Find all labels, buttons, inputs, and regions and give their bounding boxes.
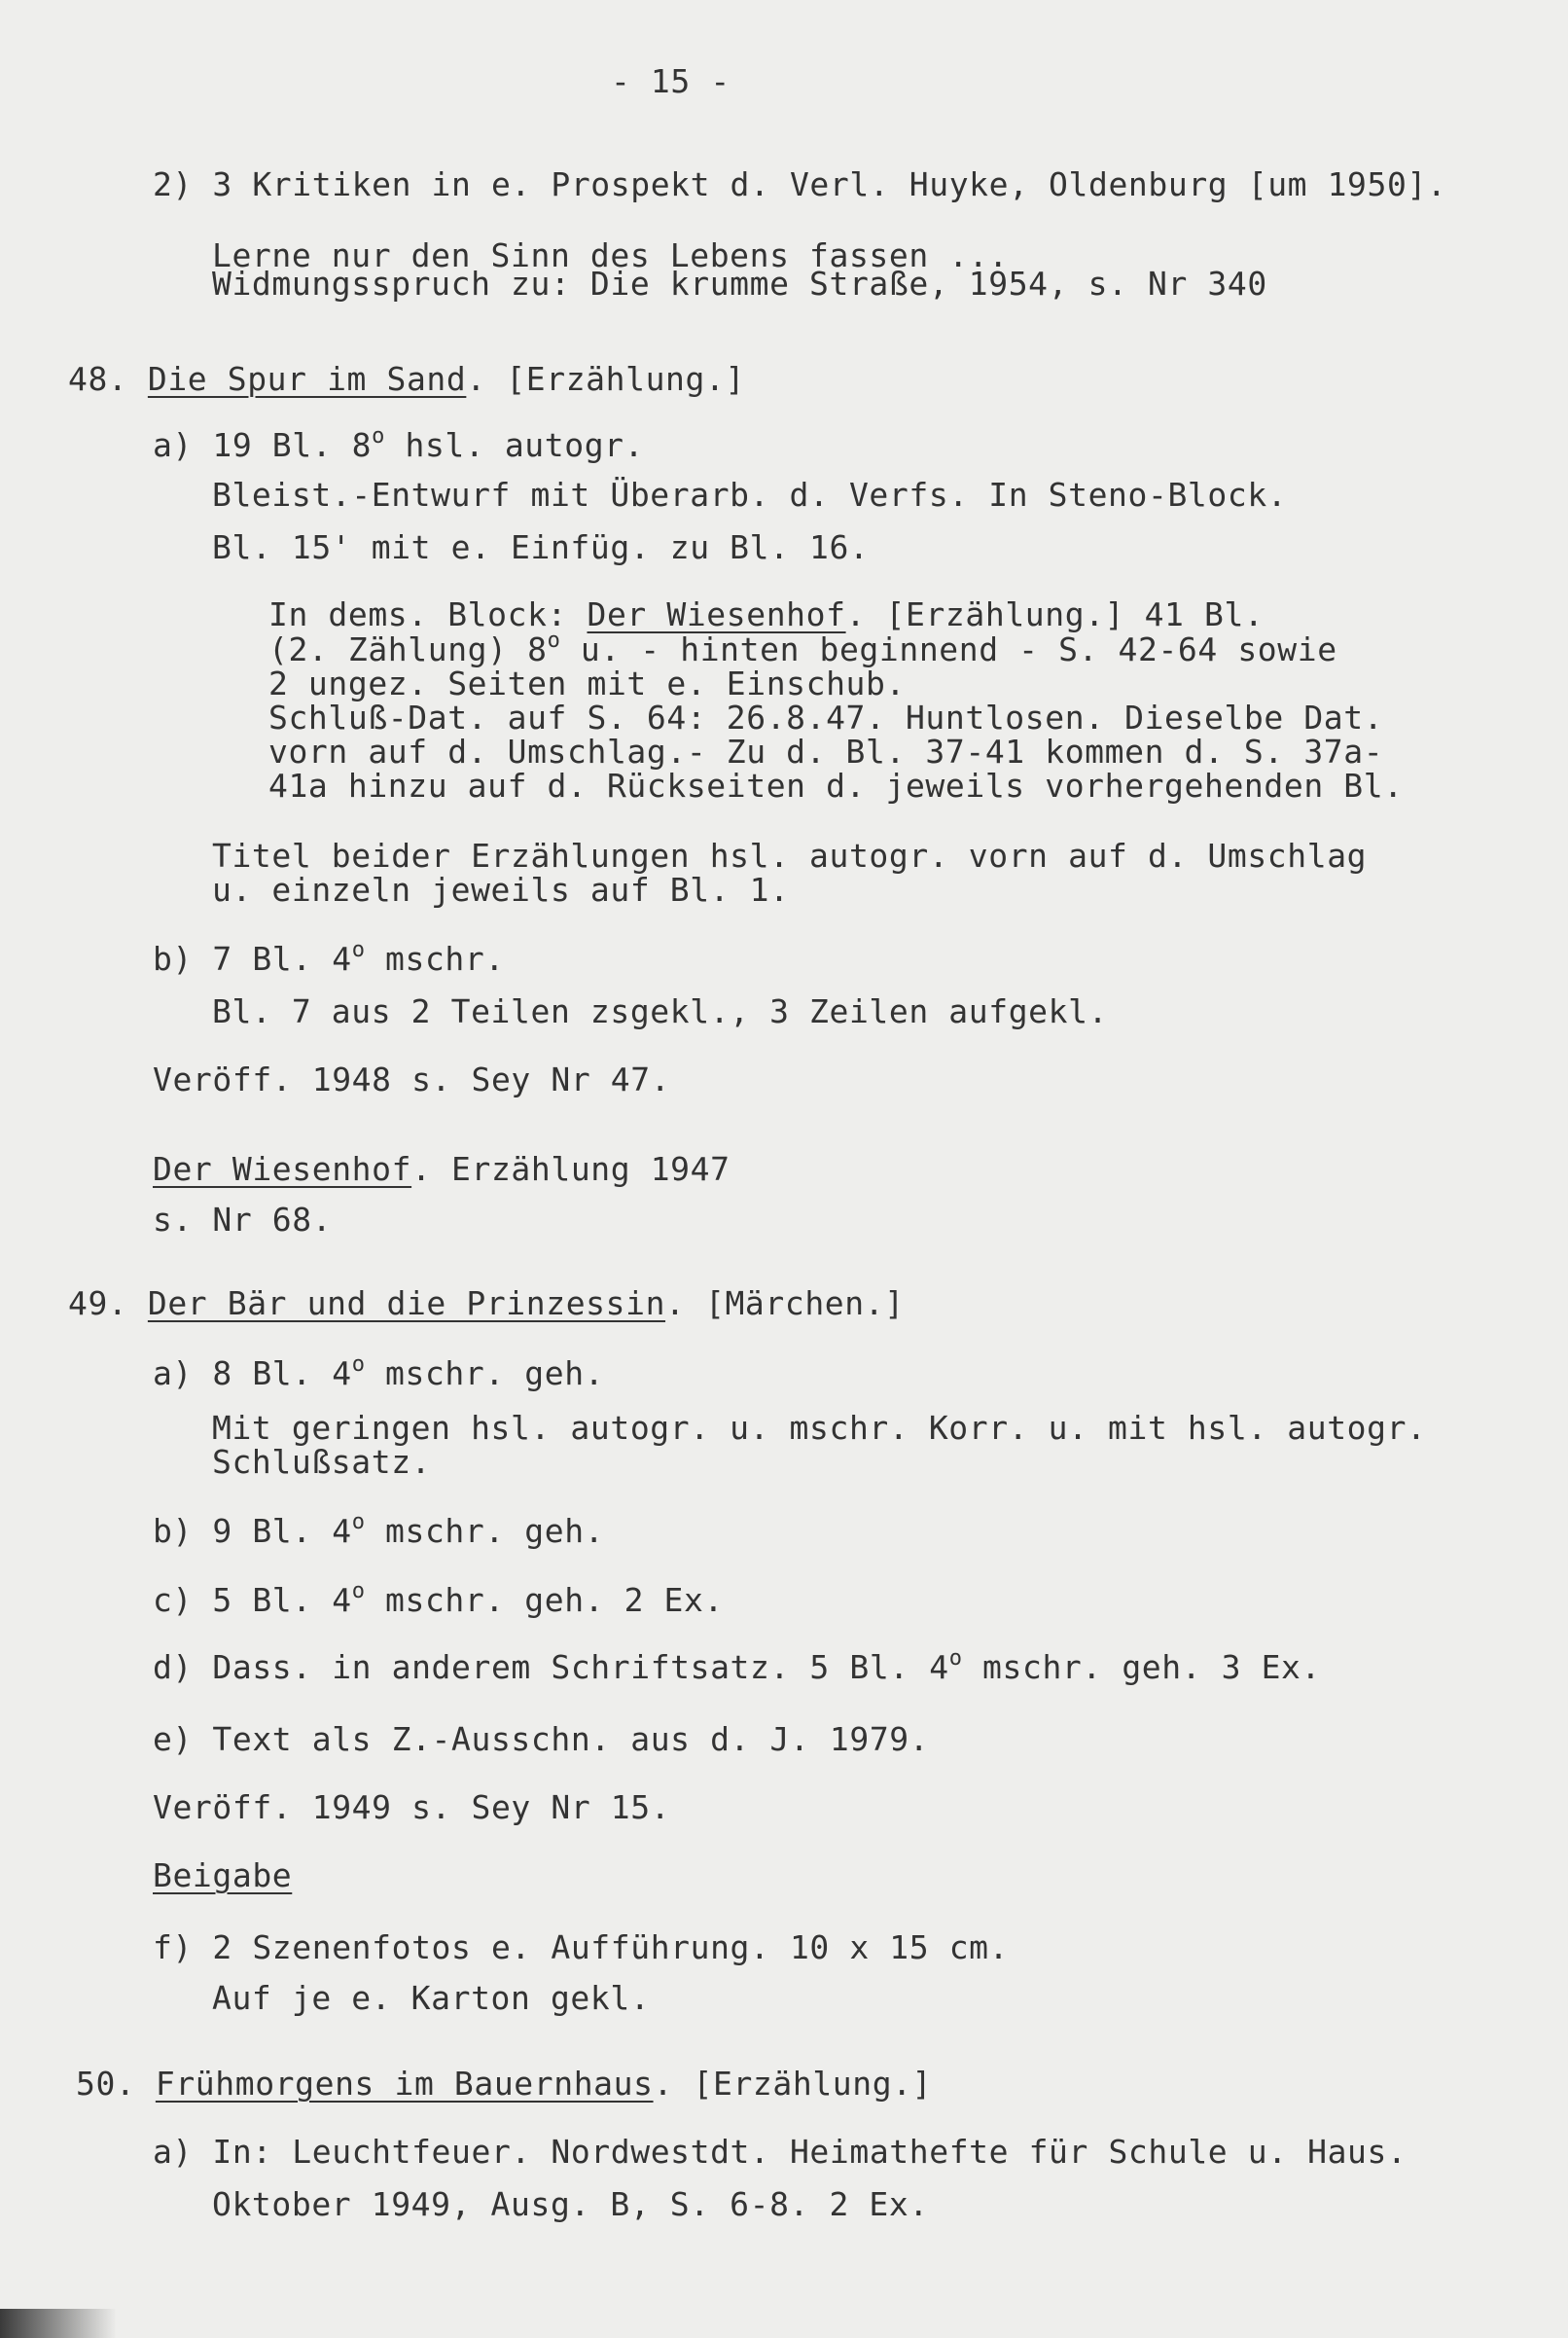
- entry-genre: . [Erzählung.]: [653, 2065, 933, 2103]
- text-line: Lerne nur den Sinn des Lebens fassen ...: [212, 236, 1009, 274]
- text-segment: b) 9 Bl. 4: [153, 1512, 352, 1550]
- entry-48-heading: [68, 362, 745, 397]
- superscript: o: [351, 1510, 366, 1534]
- text-segment: mschr.: [365, 940, 505, 978]
- entry-number: 48.: [68, 360, 128, 398]
- superscript: o: [948, 1646, 963, 1671]
- text-segment: . Erzählung 1947: [411, 1150, 731, 1188]
- text-segment: mschr. geh. 2 Ex.: [365, 1581, 724, 1619]
- superscript: o: [351, 1352, 366, 1377]
- text-segment: a) 8 Bl. 4: [153, 1354, 352, 1392]
- text-line: Titel beider Erzählungen hsl. autogr. vorn auf d. Umschlag: [212, 837, 1368, 875]
- text-segment: d) Dass. in anderem Schriftsatz. 5 Bl. 4: [153, 1648, 949, 1686]
- superscript: o: [351, 1579, 366, 1603]
- text-line: Bl. 7 aus 2 Teilen zsgekl., 3 Zeilen aufgekl.: [212, 992, 1109, 1030]
- text-line: [153, 1510, 605, 1550]
- superscript: o: [351, 938, 366, 962]
- text-line: [268, 597, 1264, 632]
- text-line: Veröff. 1948 s. Sey Nr 47.: [153, 1061, 671, 1098]
- text-segment: . [Erzählung.] 41 Bl.: [845, 595, 1265, 633]
- text-line: [153, 1152, 731, 1187]
- entry-number: 50.: [76, 2065, 136, 2103]
- text-line: vorn auf d. Umschlag.- Zu d. Bl. 37-41 kommen d. S. 37a-: [268, 733, 1384, 771]
- text-line: Bl. 15' mit e. Einfüg. zu Bl. 16.: [212, 528, 870, 566]
- entry-50-heading: [76, 2067, 932, 2102]
- text-line: [153, 424, 645, 464]
- entry-number: 49.: [68, 1284, 128, 1322]
- text-line: 41a hinzu auf d. Rückseiten d. jeweils vorhergehenden Bl.: [268, 767, 1404, 805]
- text-segment: a) 19 Bl. 8: [153, 426, 373, 464]
- text-line: [268, 629, 1337, 668]
- text-segment: u. - hinten beginnend - S. 42-64 sowie: [560, 630, 1337, 668]
- text-line: Oktober 1949, Ausg. B, S. 6-8. 2 Ex.: [212, 2185, 929, 2223]
- entry-title: Frühmorgens im Bauernhaus: [155, 2065, 654, 2103]
- entry-49-heading: [68, 1286, 905, 1321]
- text-segment: hsl. autogr.: [385, 426, 645, 464]
- superscript: o: [547, 629, 561, 653]
- text-line: e) Text als Z.-Ausschn. aus d. J. 1979.: [153, 1720, 930, 1758]
- text-line: 2) 3 Kritiken in e. Prospekt d. Verl. Huyke, Oldenburg [um 1950].: [153, 165, 1447, 203]
- entry-title: Der Bär und die Prinzessin: [147, 1284, 666, 1322]
- entry-genre: . [Erzählung.]: [466, 360, 745, 398]
- text-segment: mschr. geh.: [365, 1354, 605, 1392]
- page-number: - 15 -: [611, 62, 731, 100]
- text-line: [153, 1352, 605, 1392]
- superscript: o: [372, 424, 386, 449]
- text-segment: b) 7 Bl. 4: [153, 940, 352, 978]
- entry-genre: . [Märchen.]: [665, 1284, 905, 1322]
- text-line: a) In: Leuchtfeuer. Nordwestdt. Heimathefte für Schule u. Haus.: [153, 2133, 1408, 2171]
- text-line: [153, 1646, 1321, 1686]
- entry-title: Die Spur im Sand: [147, 360, 467, 398]
- work-title: Der Wiesenhof: [153, 1150, 412, 1188]
- text-line: Bleist.-Entwurf mit Überarb. d. Verfs. In Steno-Block.: [212, 476, 1288, 514]
- text-line: Auf je e. Karton gekl.: [212, 1979, 651, 2017]
- text-line: [153, 938, 505, 978]
- text-line: Veröff. 1949 s. Sey Nr 15.: [153, 1788, 671, 1826]
- text-segment: mschr. geh. 3 Ex.: [962, 1648, 1321, 1686]
- text-line: Schlußsatz.: [212, 1443, 432, 1481]
- section-heading-beigabe: Beigabe: [153, 1856, 293, 1894]
- text-line: u. einzeln jeweils auf Bl. 1.: [212, 871, 790, 909]
- text-segment: (2. Zählung) 8: [268, 630, 548, 668]
- work-title: Der Wiesenhof: [587, 595, 846, 633]
- text-line: Schluß-Dat. auf S. 64: 26.8.47. Huntlosen. Dieselbe Dat.: [268, 699, 1384, 737]
- text-line: Mit geringen hsl. autogr. u. mschr. Korr. u. mit hsl. autogr.: [212, 1409, 1427, 1447]
- text-line: [153, 1579, 724, 1619]
- text-segment: mschr. geh.: [365, 1512, 605, 1550]
- text-segment: In dems. Block:: [268, 595, 588, 633]
- text-line: Widmungsspruch zu: Die krumme Straße, 1954, s. Nr 340: [212, 265, 1267, 303]
- text-line: s. Nr 68.: [153, 1201, 333, 1239]
- text-line: f) 2 Szenenfotos e. Aufführung. 10 x 15 cm.: [153, 1928, 1010, 1966]
- text-line: 2 ungez. Seiten mit e. Einschub.: [268, 665, 906, 702]
- text-segment: c) 5 Bl. 4: [153, 1581, 352, 1619]
